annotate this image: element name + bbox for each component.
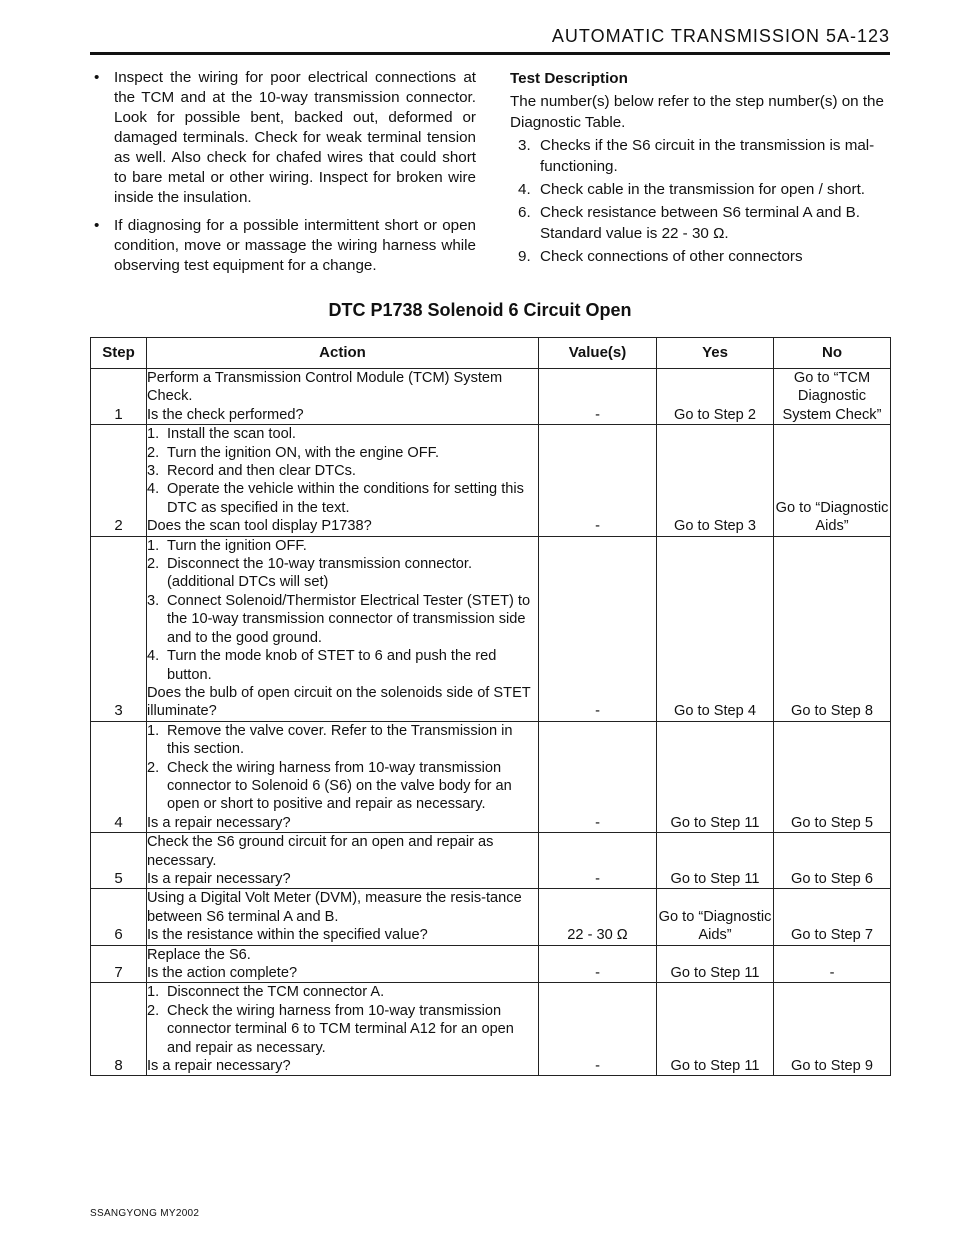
step-value: - [539,833,657,889]
step-yes-outcome: Go to Step 11 [657,721,774,832]
header-action: Action [147,338,539,369]
test-description-title: Test Description [510,70,628,87]
step-yes-outcome: Go to Step 2 [657,369,774,425]
action-step-item [147,462,538,480]
table-row [91,833,891,889]
action-text: Is a repair necessary? [147,870,291,887]
action-step-item [147,537,538,555]
step-number: 3 [91,536,147,721]
bullet-text: Inspect the wiring for poor electrical connections at the TCM and at the 10-way transmission connector. Look for possible bent, backed out, deformed or damaged terminals. Check for weak terminal tension as well. Also check for chafed wires that could short to bare metal or other wiring. Inspect for broken wire inside the insulation. [114,69,476,206]
test-description [510,68,890,269]
step-number: 2 [91,425,147,536]
item-number: 6. [518,204,531,221]
step-yes-outcome: Go to Step 3 [657,425,774,536]
step-yes-outcome: Go to “Diagnostic Aids” [657,889,774,945]
item-number: 3. [518,137,531,154]
step-number: 8 [91,983,147,1076]
step-number: 6 [91,889,147,945]
item-number: 9. [518,248,531,265]
table-header-row [91,338,891,369]
table-row [91,983,891,1076]
step-no-outcome: Go to Step 7 [774,889,891,945]
action-item-text: Operate the vehicle within the conditions for setting this DTC as specified in the text. [167,481,524,516]
step-value: - [539,425,657,536]
step-no-outcome: Go to Step 9 [774,983,891,1076]
action-item-number: 2. [147,759,160,776]
action-text: Perform a Transmission Control Module (TCM) System Check. [147,370,503,405]
action-step-item [147,444,538,462]
step-action [147,369,539,425]
action-item-number: 2. [147,1002,160,1019]
bullet-text: If diagnosing for a possible intermittent short or open condition, move or massage the wiring harness while observing test equipment for a change. [114,217,476,274]
action-item-number: 1. [147,984,160,1001]
diagnostic-table [90,337,891,1076]
step-action [147,983,539,1076]
action-text: Replace the S6. [147,946,251,963]
action-item-text: Turn the ignition ON, with the engine OFF. [167,444,440,461]
step-value: - [539,983,657,1076]
table-body [91,369,891,1076]
step-number: 1 [91,369,147,425]
action-step-item [147,425,538,443]
header-no: No [774,338,891,369]
action-text: Is the action complete? [147,965,298,981]
step-yes-outcome: Go to Step 11 [657,945,774,983]
action-step-item [147,722,538,759]
action-text: Does the bulb of open circuit on the solenoids side of STET illuminate? [147,684,531,720]
step-value: - [539,536,657,721]
item-text: Check resistance between S6 terminal A and B. Standard value is 22 - 30 Ω. [540,204,860,242]
action-item-number: 4. [147,648,160,665]
test-description-item [510,246,890,267]
action-text: Is a repair necessary? [147,1058,291,1075]
header-divider [90,52,890,55]
step-value: - [539,721,657,832]
item-text: Check cable in the transmission for open / short. [540,181,866,198]
item-number: 4. [518,181,531,198]
table-row [91,889,891,945]
step-no-outcome: Go to Step 8 [774,536,891,721]
action-text: Does the scan tool display P1738? [147,518,372,535]
action-item-number: 1. [147,537,160,554]
bullet-icon: • [94,217,100,234]
step-action [147,889,539,945]
action-item-number: 2. [147,444,160,461]
action-item-text: Remove the valve cover. Refer to the Transmission in this section. [167,722,513,758]
action-step-item [147,759,538,814]
page-footer: SSANGYONG MY2002 [90,1208,200,1219]
action-step-item [147,592,538,647]
step-yes-outcome: Go to Step 11 [657,983,774,1076]
action-item-text: Turn the mode knob of STET to 6 and push the red button. [167,648,497,683]
action-text: Is a repair necessary? [147,814,291,831]
action-step-item [147,555,538,592]
action-text: Check the S6 ground circuit for an open and repair as necessary. [147,834,494,869]
step-yes-outcome: Go to Step 11 [657,833,774,889]
action-item-number: 3. [147,463,160,480]
action-item-number: 4. [147,481,160,498]
header-yes: Yes [657,338,774,369]
test-description-intro: The number(s) below refer to the step number(s) on the Diagnostic Table. [510,93,884,131]
action-step-item [147,480,538,517]
action-item-text: Disconnect the 10-way transmission connector. (additional DTCs will set) [167,556,472,591]
table-row [91,536,891,721]
action-item-text: Check the wiring harness from 10-way transmission connector terminal 6 to TCM terminal A12 for an open and repair as necessary. [167,1002,514,1056]
step-no-outcome: Go to “TCM Diagnostic System Check” [774,369,891,425]
step-value: - [539,945,657,983]
table-row [91,425,891,536]
action-item-text: Record and then clear DTCs. [167,463,356,480]
action-text: Is the resistance within the specified value? [147,927,428,944]
step-action [147,425,539,536]
action-item-number: 1. [147,722,160,739]
step-action [147,721,539,832]
step-number: 4 [91,721,147,832]
step-number: 7 [91,945,147,983]
bullet-icon: • [94,69,100,86]
item-text: Checks if the S6 circuit in the transmission is mal-functioning. [540,137,875,175]
action-item-text: Install the scan tool. [167,426,296,443]
step-number: 5 [91,833,147,889]
test-description-item [510,135,890,177]
header-step: Step [91,338,147,369]
action-item-text: Connect Solenoid/Thermistor Electrical Tester (STET) to the 10-way transmission connector of transmission side and to the good ground. [167,592,531,646]
table-row [91,369,891,425]
action-step-item [147,647,538,684]
action-item-text: Disconnect the TCM connector A. [167,984,385,1001]
action-text: Using a Digital Volt Meter (DVM), measure the resis-tance between S6 terminal A and B. [147,890,522,925]
header-value: Value(s) [539,338,657,369]
step-yes-outcome: Go to Step 4 [657,536,774,721]
test-description-item [510,202,890,244]
step-action [147,833,539,889]
step-no-outcome: Go to “Diagnostic Aids” [774,425,891,536]
action-item-number: 3. [147,592,160,609]
action-step-item [147,1002,538,1057]
action-item-text: Check the wiring harness from 10-way transmission connector to Solenoid 6 (S6) on the valve body for an open or short to positive and repair as necessary. [167,759,512,813]
action-text: Is the check performed? [147,406,304,423]
step-value: - [539,369,657,425]
bullet-item [92,68,476,208]
action-item-number: 2. [147,556,160,573]
action-step-item [147,983,538,1001]
step-no-outcome: - [774,945,891,983]
step-no-outcome: Go to Step 5 [774,721,891,832]
page-header-title: AUTOMATIC TRANSMISSION 5A-123 [551,26,890,46]
action-item-text: Turn the ignition OFF. [167,537,307,554]
step-no-outcome: Go to Step 6 [774,833,891,889]
test-description-item [510,179,890,200]
table-title: DTC P1738 Solenoid 6 Circuit Open [328,300,632,320]
left-column [92,68,476,284]
item-text: Check connections of other connectors [540,248,803,265]
table-row [91,945,891,983]
step-action [147,945,539,983]
step-value: 22 - 30 Ω [539,889,657,945]
step-action [147,536,539,721]
bullet-item [92,216,476,276]
table-row [91,721,891,832]
action-item-number: 1. [147,426,160,443]
